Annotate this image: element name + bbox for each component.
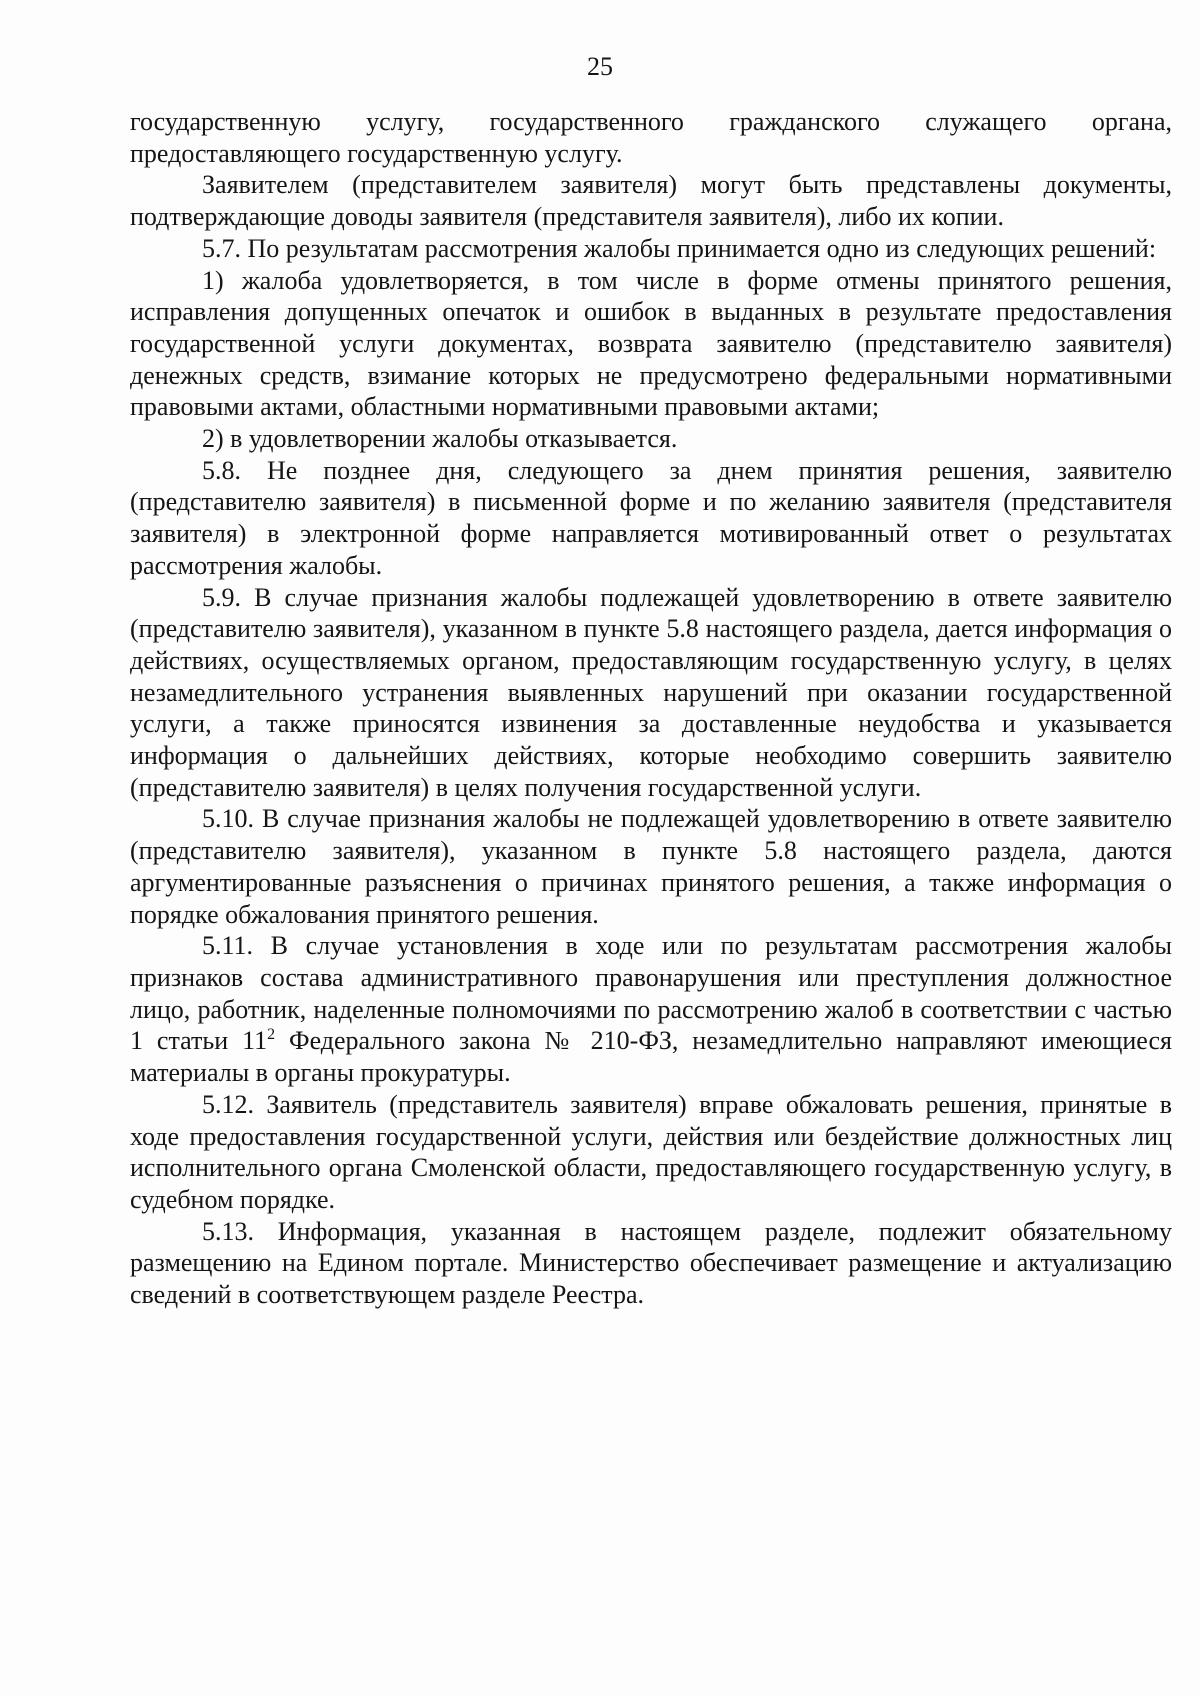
paragraph-5-10: 5.10. В случае признания жалобы не подлежащей удовлетворению в ответе заявителю (представителю заявителя), указанном в пункте 5.8 настоящего раздела, даются аргументированные разъяснения о причинах принятого решения, а также информация о порядке обжалования принятого решения. xyxy=(130,804,1172,929)
paragraph-5-7: 5.7. По результатам рассмотрения жалобы принимается одно из следующих решений: xyxy=(202,233,1157,263)
paragraph-documents: Заявителем (представителем заявителя) могут быть представлены документы, подтверждающие доводы заявителя (представителя заявителя), либо их копии. xyxy=(130,170,1172,232)
paragraph-5-8: 5.8. Не позднее дня, следующего за днем принятия решения, заявителю (представителю заявителя) в письменной форме и по желанию заявителя (представителя заявителя) в электронной форме направляется мотивированный ответ о результатах рассмотрения жалобы. xyxy=(130,455,1172,580)
page-number: 25 xyxy=(587,52,613,81)
paragraph-5-11-text-after: Федерального закона № 210-ФЗ, незамедлительно направляют имеющиеся материалы в органы прокуратуры. xyxy=(130,1026,1172,1088)
paragraph-5-13: 5.13. Информация, указанная в настоящем разделе, подлежит обязательному размещению на Едином портале. Министерство обеспечивает размещение и актуализацию сведений в соответствующем разделе Реестра. xyxy=(130,1216,1172,1310)
paragraph-5-9: 5.9. В случае признания жалобы подлежащей удовлетворению в ответе заявителю (представителю заявителя), указанном в пункте 5.8 настоящего раздела, дается информация о действиях, осуществляемых органом, предоставляющим государственную услугу, в целях незамедлительного устранения выявленных нарушений при оказании государственной услуги, а также приносятся извинения за доставленные неудобства и указывается информация о дальнейших действиях, которые необходимо совершить заявителю (представителю заявителя) в целях получения государственной услуги. xyxy=(130,582,1172,802)
paragraph-5-7-item-1: 1) жалоба удовлетворяется, в том числе в форме отмены принятого решения, исправления допущенных опечаток и ошибок в выданных в результате предоставления государственной услуги документах, возврата заявителю (представителю заявителя) денежных средств, взимание которых не предусмотрено федеральными нормативными правовыми актами, областными нормативными правовыми актами; xyxy=(130,265,1172,422)
paragraph-5-7-item-2: 2) в удовлетворении жалобы отказывается. xyxy=(202,424,678,454)
paragraph-5-11 xyxy=(130,930,1172,1089)
article-superscript: 2 xyxy=(267,1026,276,1044)
paragraph-continuation: государственную услугу, государственного гражданского служащего органа, предоставляющего государственную услугу. xyxy=(130,107,1172,168)
paragraph-5-12: 5.12. Заявитель (представитель заявителя) вправе обжаловать решения, принятые в ходе предоставления государственной услуги, действия или бездействие должностных лиц исполнительного органа Смоленской области, предоставляющего государственную услугу, в судебном порядке. xyxy=(130,1089,1172,1214)
paragraph-5-11-text-before: 5.11. В случае установления в ходе или по результатам рассмотрения жалобы признаков состава административного правонарушения или преступления должностное лицо, работник, наделенные полномочиями по рассмотрению жалоб в соответствии с частью 1 статьи 11 xyxy=(130,931,1172,1056)
document-body xyxy=(130,106,1172,1311)
